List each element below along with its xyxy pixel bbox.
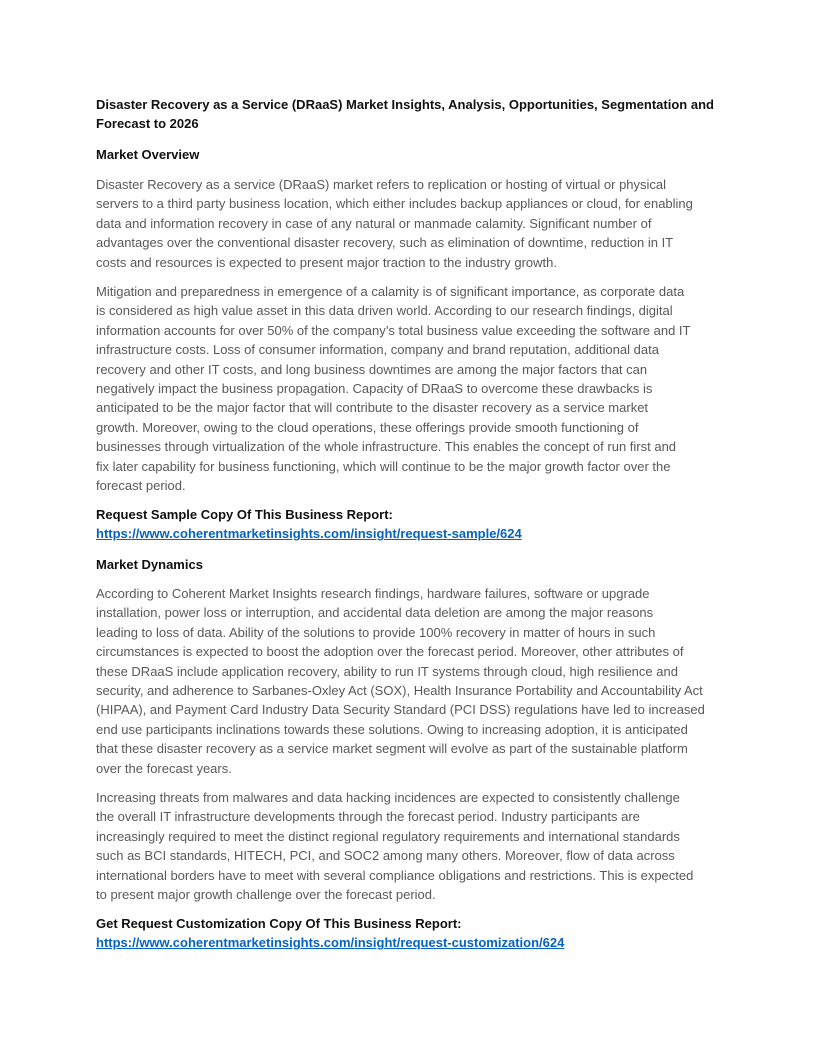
- dynamics-paragraph-1: [96, 584, 736, 778]
- text-line: advantages over the conventional disaster recovery, such as elimination of downtime, reduction in IT: [96, 235, 674, 251]
- overview-paragraph-2: [96, 282, 736, 495]
- text-line: Disaster Recovery as a Service (DRaaS) Market Insights, Analysis, Opportunities, Segmentation and: [96, 97, 714, 112]
- text-line: infrastructure costs. Loss of consumer information, company and brand reputation, additional data: [96, 342, 659, 358]
- text-line: forecast period.: [96, 477, 186, 493]
- market-dynamics-heading: [96, 555, 736, 574]
- text-line: end use participants inclinations towards these solutions. Owing to increasing adoption, it is anticipated: [96, 721, 688, 737]
- market-overview-heading: [96, 145, 736, 164]
- text-line: installation, power loss or interruption, and accidental data deletion are among the major reasons: [96, 605, 654, 621]
- document-title: [96, 95, 736, 134]
- text-line: businesses through virtualization of the whole infrastructure. This enables the concept of run first and: [96, 439, 677, 455]
- section-heading: Market Overview: [96, 147, 200, 162]
- customization-request-link[interactable]: https://www.coherentmarketinsights.com/insight/request-customization/624: [96, 935, 565, 951]
- text-line: these DRaaS include application recovery, ability to run IT systems through cloud, high resilience and: [96, 663, 678, 679]
- sample-request-link[interactable]: https://www.coherentmarketinsights.com/insight/request-sample/624: [96, 526, 522, 542]
- text-line: that these disaster recovery as a service market segment will evolve as part of the sustainable platform: [96, 741, 688, 757]
- text-line: servers to a third party business location, which either includes backup appliances or cloud, for enabling: [96, 196, 693, 212]
- text-line: circumstances is expected to boost the adoption over the forecast period. Moreover, other attributes of: [96, 644, 684, 660]
- text-line: the overall IT infrastructure developments through the forecast period. Industry participants are: [96, 809, 640, 825]
- sample-request-label: Request Sample Copy Of This Business Report:: [96, 507, 393, 522]
- text-line: is considered as high value asset in this data driven world. According to our research findings, digital: [96, 303, 673, 319]
- text-line: international borders have to meet with several compliance obligations and restrictions. This is expected: [96, 867, 694, 883]
- text-line: Increasing threats from malwares and data hacking incidences are expected to consistently challenge: [96, 790, 680, 805]
- text-line: over the forecast years.: [96, 760, 232, 776]
- text-line: costs and resources is expected to present major traction to the industry growth.: [96, 254, 558, 270]
- text-line: Disaster Recovery as a service (DRaaS) market refers to replication or hosting of virtual or physical: [96, 177, 667, 192]
- text-line: Forecast to 2026: [96, 116, 199, 132]
- text-line: recovery and other IT costs, and long business downtimes are among the major factors that can: [96, 361, 648, 377]
- text-line: fix later capability for business functioning, which will continue to be the major growth factor over the: [96, 458, 671, 474]
- text-line: negatively impact the business propagation. Capacity of DRaaS to overcome these drawbacks is: [96, 380, 653, 396]
- overview-paragraph-1: [96, 175, 736, 272]
- customization-request-block: [96, 914, 736, 953]
- text-line: information accounts for over 50% of the company’s total business value exceeding the software and IT: [96, 322, 691, 338]
- text-line: growth. Moreover, owing to the cloud operations, these offerings provide smooth functioning of: [96, 419, 639, 435]
- text-line: data and information recovery in case of any natural or manmade calamity. Significant number of: [96, 215, 652, 231]
- text-line: such as BCI standards, HITECH, PCI, and SOC2 among many others. Moreover, flow of data across: [96, 848, 675, 864]
- text-line: anticipated to be the major factor that will contribute to the disaster recovery as a service market: [96, 400, 649, 416]
- text-line: increasingly required to meet the distinct regional regulatory requirements and international standards: [96, 828, 680, 844]
- customization-request-label: Get Request Customization Copy Of This Business Report:: [96, 916, 462, 931]
- section-heading: Market Dynamics: [96, 557, 203, 572]
- text-line: According to Coherent Market Insights research findings, hardware failures, software or upgrade: [96, 586, 650, 601]
- text-line: Mitigation and preparedness in emergence of a calamity is of significant importance, as corporate data: [96, 284, 685, 299]
- text-line: leading to loss of data. Ability of the solutions to provide 100% recovery in matter of hours in such: [96, 624, 656, 640]
- text-line: to present major growth challenge over the forecast period.: [96, 886, 436, 902]
- sample-request-block: [96, 505, 736, 544]
- text-line: security, and adherence to Sarbanes-Oxley Act (SOX), Health Insurance Portability and Accountability Act: [96, 682, 703, 698]
- text-line: (HIPAA), and Payment Card Industry Data Security Standard (PCI DSS) regulations have led to increased: [96, 702, 705, 718]
- dynamics-paragraph-2: [96, 788, 736, 904]
